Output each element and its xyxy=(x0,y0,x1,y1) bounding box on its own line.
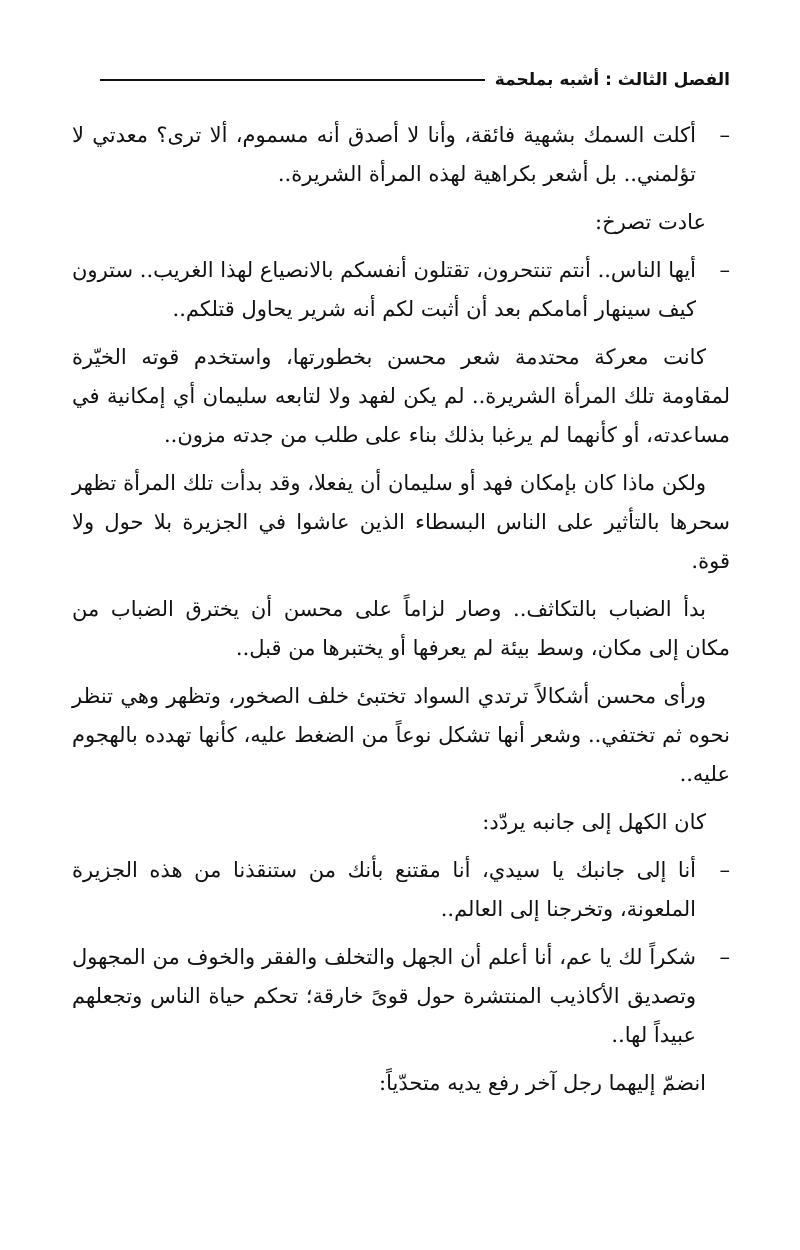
dialogue-text: أيها الناس.. أنتم تنتحرون، تقتلون أنفسكم بالانصياع لهذا الغريب.. سترون كيف سينهار أمامكم بعد أن أثبت لكم أنه شرير يحاول قتلكم.. xyxy=(72,258,696,321)
dialogue-dash: – xyxy=(719,945,730,969)
dialogue-dash: – xyxy=(719,858,730,882)
paragraph: كان الكهل إلى جانبه يردّد: xyxy=(482,810,706,834)
paragraph: بدأ الضباب بالتكاثف.. وصار لزاماً على محسن أن يخترق الضباب من مكان إلى مكان، وسط بيئة لم يعرفها أو يختبرها من قبل.. xyxy=(72,597,730,660)
book-page xyxy=(72,70,730,1112)
dialogue-line xyxy=(72,116,730,194)
paragraph: ولكن ماذا كان بإمكان فهد أو سليمان أن يفعلا، وقد بدأت تلك المرأة تظهر سحرها بالتأثير على الناس البسطاء الذين عاشوا في الجزيرة بلا حول ولا قوة. xyxy=(72,471,730,573)
header-rule xyxy=(100,79,485,81)
dialogue-line xyxy=(72,938,730,1055)
paragraph: كانت معركة محتدمة شعر محسن بخطورتها، واستخدم قوته الخيّرة لمقاومة تلك المرأة الشريرة.. لم يكن لفهد ولا لتابعه سليمان أي إمكانية في مساعدته، أو كأنهما لم يرغبا بذلك بناء على طلب من جدته مزون.. xyxy=(72,345,730,447)
dialogue-line xyxy=(72,251,730,329)
dialogue-dash: – xyxy=(719,123,730,147)
dialogue-text: أكلت السمك بشهية فائقة، وأنا لا أصدق أنه مسموم، ألا ترى؟ معدتي لا تؤلمني.. بل أشعر بكراهية لهذه المرأة الشريرة.. xyxy=(72,123,696,186)
paragraph: عادت تصرخ: xyxy=(595,210,706,234)
paragraph: ورأى محسن أشكالاً ترتدي السواد تختبئ خلف الصخور، وتظهر وهي تنظر نحوه ثم تختفي.. وشعر أنها تشكل نوعاً من الضغط عليه، كأنها تهدده بالهجوم عليه.. xyxy=(72,684,730,786)
paragraph: انضمّ إليهما رجل آخر رفع يديه متحدّياً: xyxy=(379,1071,706,1095)
dialogue-dash: – xyxy=(719,258,730,282)
dialogue-line xyxy=(72,851,730,929)
chapter-title: الفصل الثالث : أشبه بملحمة xyxy=(494,70,730,90)
dialogue-text: أنا إلى جانبك يا سيدي، أنا مقتنع بأنك من ستنقذنا من هذه الجزيرة الملعونة، وتخرجنا إلى العالم.. xyxy=(72,858,696,921)
running-header xyxy=(72,70,730,90)
dialogue-text: شكراً لك يا عم، أنا أعلم أن الجهل والتخلف والفقر والخوف من المجهول وتصديق الأكاذيب المنتشرة حول قوىً خارقة؛ تحكم حياة الناس وتجعلهم عبيداً لها.. xyxy=(72,945,696,1047)
